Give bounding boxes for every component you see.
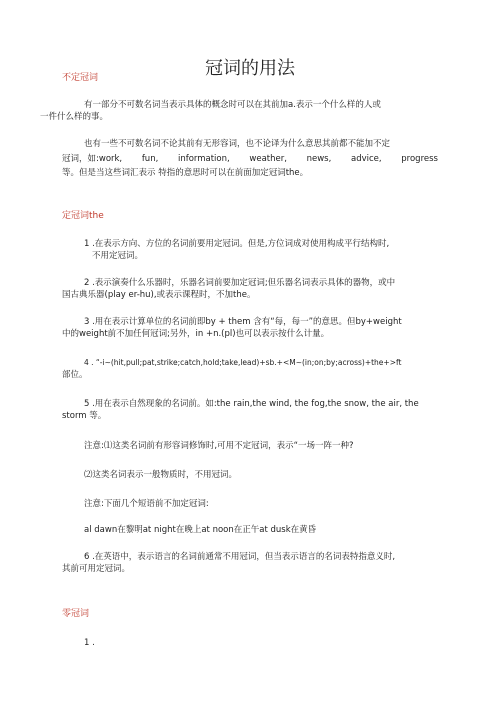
text-line: storm 等。 (62, 411, 107, 422)
paragraph-indefinite-2 (62, 138, 438, 150)
paragraph-definite-4 (62, 357, 438, 382)
word: advice, (350, 154, 382, 164)
text-line: 4 . “-i~(hit,pull;pat,strike;catch,hold;take,lead)+sb.+<M~(in;on;by;across)+the+>ft (84, 358, 402, 367)
section-heading-indefinite: 不定冠词 (62, 73, 99, 83)
paragraph-indefinite-2-end: 等。但是当这些词汇表示 特指的意思时可以在前面加定冠词the。 (62, 168, 309, 178)
word: 冠词，如:work, (62, 154, 123, 164)
paragraph-definite-3 (62, 316, 438, 341)
paragraph-definite-2 (62, 277, 438, 302)
word: information, (177, 154, 230, 164)
note-2: ⑵这类名词表示一般物质时，不用冠词。 (84, 470, 238, 480)
text-line: 部位。 (62, 370, 88, 381)
text-line: 有一部分不可数名词当表示具体的概念时可以在其前加a.表示一个什么样的人或 (84, 100, 381, 110)
text-line: 6 .在英语中，表示语言的名词前通常不用冠词，但当表示语言的名词表特指意义时, (84, 552, 396, 562)
paragraph-definite-6 (62, 551, 438, 576)
page-title: 冠词的用法 (205, 58, 295, 80)
text-line: 不用定冠词。 (92, 251, 144, 262)
word: news, (306, 154, 332, 164)
paragraph-zero-1: 1 . (84, 638, 95, 648)
time-phrases: al dawn在黎明at night在晚上at noon在正午at dusk在黄昏 (84, 525, 317, 535)
word: fun, (141, 154, 159, 164)
text-line: 一件什么样的事。 (40, 112, 109, 123)
note-3: 注意:下面几个短语前不加定冠词: (84, 499, 209, 509)
word: weather, (249, 154, 287, 164)
text-line: 5 .用在表示自然现象的名词前。如:the rain,the wind, the fog,the snow, the air, the (84, 399, 419, 409)
text-line: 3 .用在表示计算单位的名词前即by + them 含有“每，每一”的意思。但by+weight (84, 317, 402, 327)
text-line: 其前可用定冠词。 (62, 564, 131, 575)
text-line: 国古典乐器(play er-hu),或表示课程时，不加the。 (62, 290, 256, 301)
text-line: 2 .表示演奏什么乐器时，乐器名词前要加定冠词;但乐器名词表示具体的器物，或中 (84, 278, 396, 288)
paragraph-definite-5 (62, 398, 438, 423)
section-heading-definite: 定冠词the (62, 211, 104, 221)
note-1: 注意:⑴这类名词前有形容词修饰时,可用不定冠词，表示“一场一阵一种? (84, 441, 354, 451)
paragraph-indefinite-1 (40, 99, 438, 124)
text-line: 1 .在表示方向、方位的名词前要用定冠词。但是,方位词成对使用构成平行结构时, (84, 239, 390, 249)
word: progress (401, 154, 438, 164)
paragraph-definite-1 (84, 238, 438, 263)
text-line: 中的weight前不加任何冠词;另外，in +n.(pl)也可以表示按什么计量。 (62, 329, 330, 340)
text-line: 也有一些不可数名词不论其前有无形容词，也不论译为什么意思其前都不能加不定 (84, 139, 391, 149)
word-list-line (62, 153, 438, 165)
section-heading-zero: 零冠词 (62, 609, 90, 619)
